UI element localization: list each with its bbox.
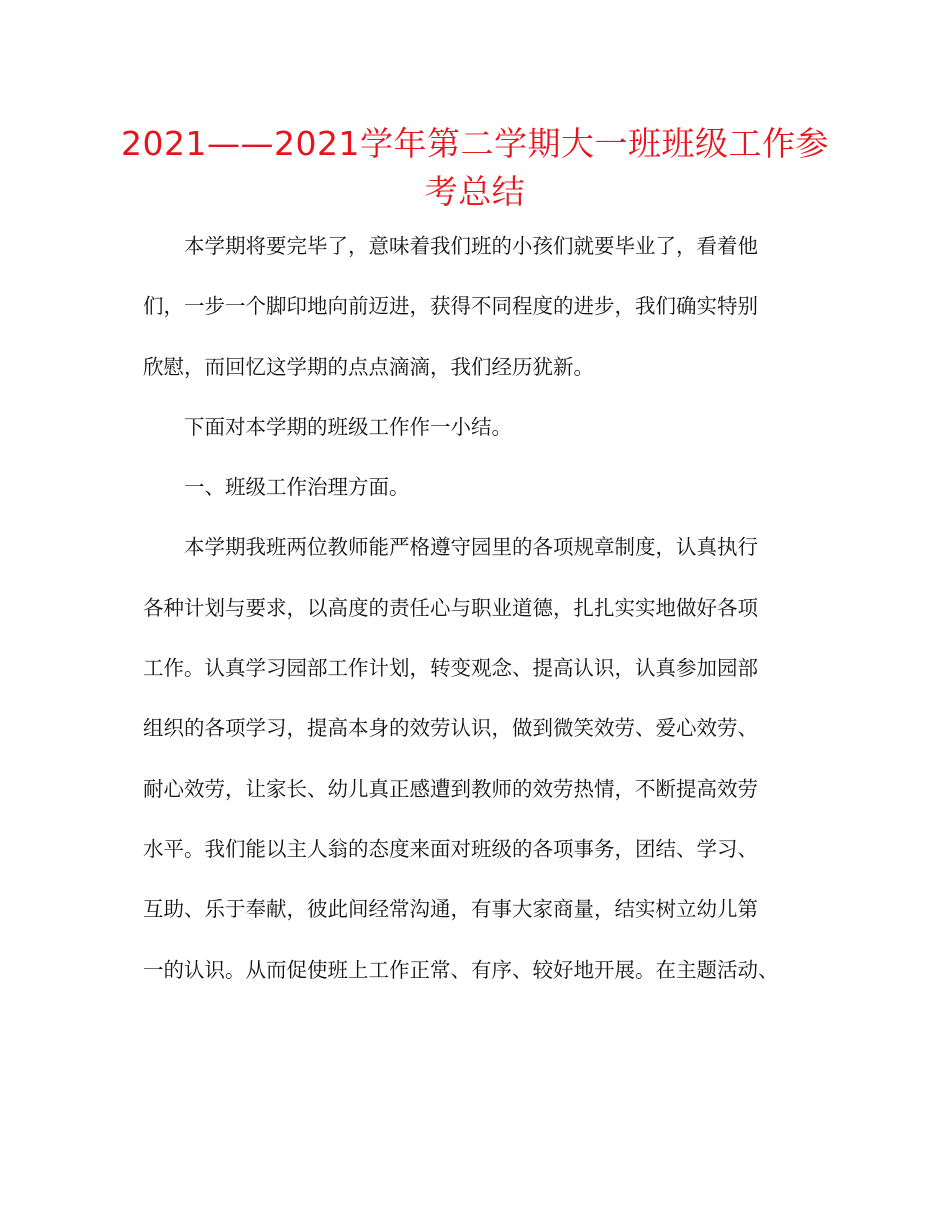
body-line-10: 耐心效劳，让家长、幼儿真正感遭到教师的效劳热情，不断提高效劳 bbox=[143, 776, 758, 801]
body-line-3: 欣慰，而回忆这学期的点点滴滴，我们经历犹新。 bbox=[143, 354, 594, 379]
title-line-2: 考总结 bbox=[424, 172, 526, 211]
body-line-1: 本学期将要完毕了，意味着我们班的小孩们就要毕业了，看着他 bbox=[184, 234, 758, 258]
body-line-11: 水平。我们能以主人翁的态度来面对班级的各项事务，团结、学习、 bbox=[143, 836, 758, 861]
body-line-4: 下面对本学期的班级工作作一小结。 bbox=[184, 414, 512, 439]
document-body bbox=[143, 216, 813, 1000]
title-line-1: 2021——2021学年第二学期大一班班级工作参 bbox=[121, 124, 829, 163]
body-line-9: 组织的各项学习，提高本身的效劳认识，做到微笑效劳、爱心效劳、 bbox=[143, 716, 758, 741]
body-line-8: 工作。认真学习园部工作计划，转变观念、提高认识，认真参加园部 bbox=[143, 656, 758, 681]
body-line-7: 各种计划与要求，以高度的责任心与职业道德，扎扎实实地做好各项 bbox=[143, 595, 758, 620]
body-line-6: 本学期我班两位教师能严格遵守园里的各项规章制度，认真执行 bbox=[184, 535, 758, 560]
body-line-2: 们，一步一个脚印地向前迈进，获得不同程度的进步，我们确实特别 bbox=[143, 294, 758, 319]
body-line-13: 一的认识。从而促使班上工作正常、有序、较好地开展。在主题活动、 bbox=[143, 957, 779, 982]
document-title bbox=[120, 120, 830, 216]
body-line-12: 互助、乐于奉献，彼此间经常沟通，有事大家商量，结实树立幼儿第 bbox=[143, 897, 758, 922]
section-heading-1: 一、班级工作治理方面。 bbox=[184, 475, 410, 500]
